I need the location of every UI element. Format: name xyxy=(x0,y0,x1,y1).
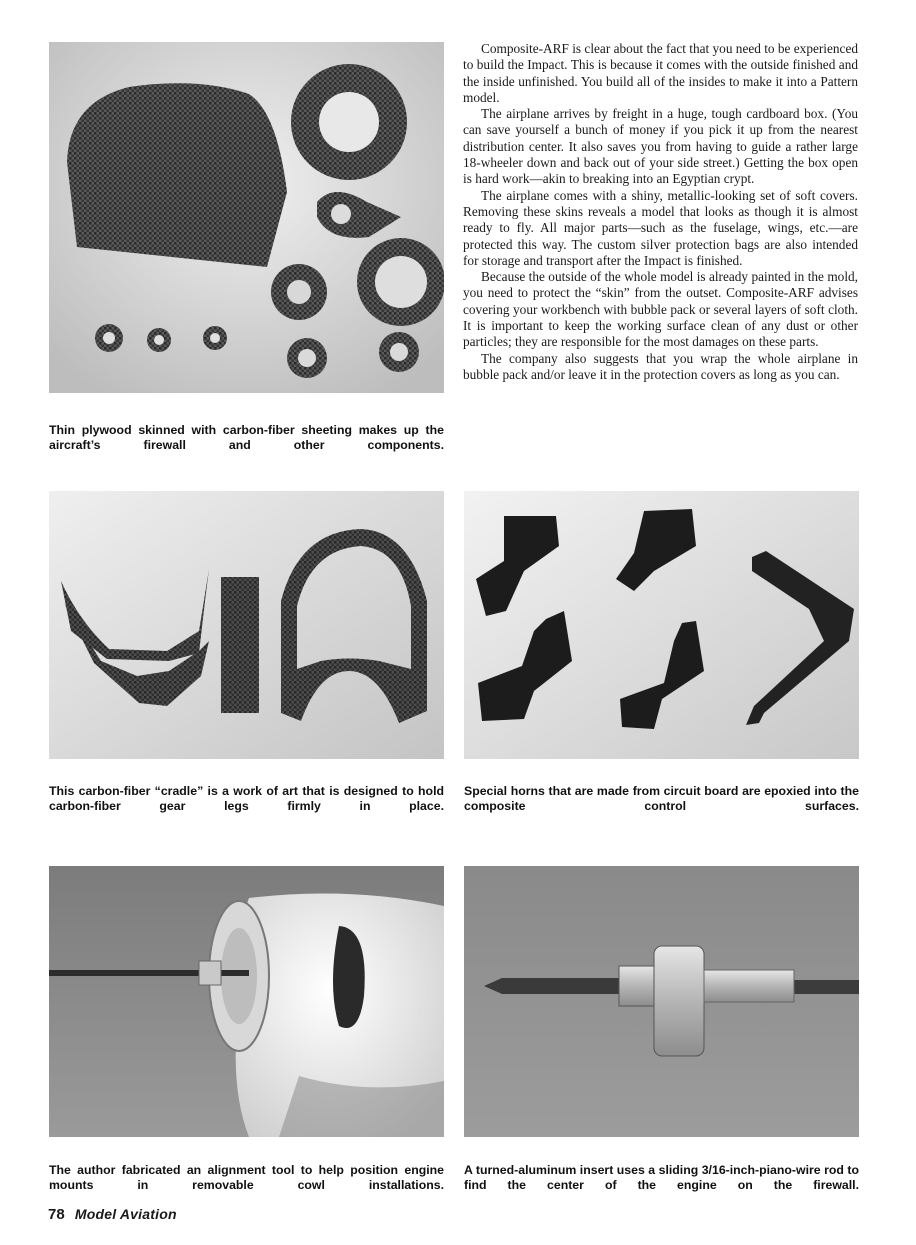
caption-text: -inch-piano-wire rod to find the center of the engine on the firewall. xyxy=(464,1163,859,1192)
caption-horns: Special horns that are made from circuit board are epoxied into the composite control surfaces. xyxy=(464,784,859,813)
paragraph: Composite-ARF is clear about the fact that you need to be experienced to build the Impact. This is because it comes with the outside finished and the inside unfinished. You build all of the insides to make it into a Pattern model. xyxy=(463,41,858,105)
caption-alignment-tool: The author fabricated an alignment tool to help position engine mounts in removable cowl installations. xyxy=(49,1163,444,1192)
firewall-plate xyxy=(67,83,287,267)
paragraph: The airplane comes with a shiny, metallic-looking set of soft covers. Removing these skins reveals a model that looks as though it is almost ready to fly. All major parts—such as the fuselage, wings, etc.—are protected this way. The custom silver protection bags are also intended for storage and transport after the Impact is finished. xyxy=(463,187,858,268)
photo-control-horns xyxy=(464,491,859,759)
page-footer xyxy=(48,1206,177,1223)
caption-aluminum-insert xyxy=(464,1163,859,1208)
caption-cradle: This carbon-fiber “cradle” is a work of art that is designed to hold carbon-fiber gear legs firmly in place. xyxy=(49,784,444,813)
caption-text: A turned-aluminum insert uses a sliding xyxy=(464,1163,702,1177)
page-number: 78 xyxy=(48,1206,65,1223)
photo-alignment-tool xyxy=(49,866,444,1137)
article-body xyxy=(463,41,858,383)
photo-cradle xyxy=(49,491,444,759)
caption-firewall: Thin plywood skinned with carbon-fiber sheeting makes up the aircraft’s firewall and other components. xyxy=(49,423,444,452)
insert-ring xyxy=(654,946,704,1056)
photo-firewall-parts xyxy=(49,42,444,393)
cradle-center-strip xyxy=(221,577,259,713)
paragraph: The airplane arrives by freight in a huge, tough cardboard box. (You can save yourself a bunch of money if you pick it up from the nearest distribution center. It also saves you from having to guide a rather large 18-wheeler down and back out of your side street.) Getting the box open is hard work—akin to breaking into an Egyptian crypt. xyxy=(463,106,858,187)
paragraph: Because the outside of the whole model is already painted in the mold, you need to protect the “skin” from the outset. Composite-ARF advises covering your workbench with bubble pack or several layers of soft cloth. It is important to keep the working surface clean of any dust or other particles; they are responsible for the most damages on these parts. xyxy=(463,269,858,350)
photo-aluminum-insert xyxy=(464,866,859,1137)
paragraph: The company also suggests that you wrap the whole airplane in bubble pack and/or leave it in the protection covers as long as you can. xyxy=(463,350,858,382)
magazine-name: Model Aviation xyxy=(74,1206,177,1222)
fraction: 3/16 xyxy=(701,1163,726,1177)
